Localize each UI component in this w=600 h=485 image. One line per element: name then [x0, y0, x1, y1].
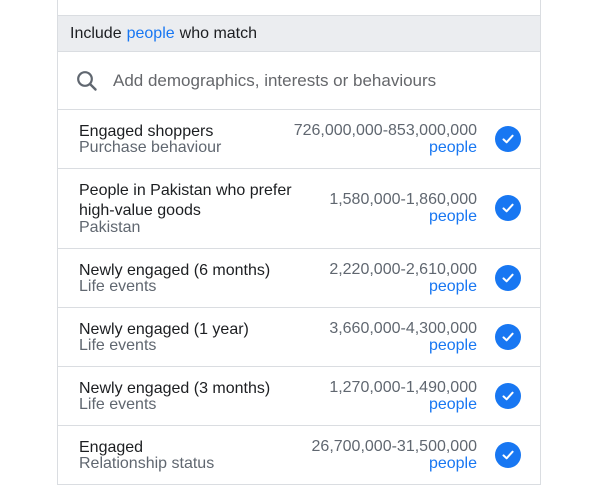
audience-size-range: 2,220,000-2,610,000 [329, 261, 477, 278]
targeting-name: Newly engaged (1 year) [79, 321, 249, 338]
include-people-header [58, 15, 540, 52]
checkmark-circle-icon[interactable] [495, 442, 521, 468]
targeting-row[interactable] [58, 110, 540, 169]
audience-size-range: 3,660,000-4,300,000 [329, 320, 477, 337]
checkmark-circle-icon[interactable] [495, 126, 521, 152]
people-link[interactable]: people [126, 24, 175, 42]
checkmark-circle-icon[interactable] [495, 265, 521, 291]
audience-size-unit: people [428, 208, 477, 225]
targeting-category: Life events [79, 396, 157, 413]
header-prefix: Include [70, 24, 122, 42]
targeting-name: Engaged [79, 439, 144, 456]
checkmark-circle-icon[interactable] [495, 383, 521, 409]
audience-size-unit: people [428, 337, 477, 354]
targeting-category: Life events [79, 337, 157, 354]
targeting-row[interactable] [58, 169, 540, 249]
audience-size-unit: people [428, 278, 477, 295]
audience-size-unit: people [428, 455, 477, 472]
audience-size-unit: people [428, 139, 477, 156]
search-input[interactable] [113, 71, 493, 91]
detailed-targeting-panel [57, 0, 541, 485]
targeting-row[interactable] [58, 249, 540, 308]
targeting-name-line1: People in Pakistan who prefer [79, 182, 292, 199]
targeting-category: Purchase behaviour [79, 139, 222, 156]
header-suffix: who match [179, 24, 258, 42]
targeting-category: Pakistan [79, 219, 141, 236]
targeting-name: Newly engaged (6 months) [79, 262, 271, 279]
checkmark-circle-icon[interactable] [495, 324, 521, 350]
search-bar[interactable] [58, 52, 540, 110]
checkmark-circle-icon[interactable] [495, 195, 521, 221]
audience-size-range: 1,270,000-1,490,000 [329, 379, 477, 396]
targeting-category: Relationship status [79, 455, 215, 472]
targeting-name-line2: high-value goods [79, 202, 201, 219]
targeting-row[interactable] [58, 308, 540, 367]
targeting-name: Newly engaged (3 months) [79, 380, 271, 397]
audience-size-range: 1,580,000-1,860,000 [329, 191, 477, 208]
targeting-category: Life events [79, 278, 157, 295]
targeting-name: Engaged shoppers [79, 123, 214, 140]
audience-size-range: 726,000,000-853,000,000 [293, 122, 477, 139]
audience-size-range: 26,700,000-31,500,000 [311, 438, 477, 455]
targeting-row[interactable] [58, 426, 540, 485]
targeting-row[interactable] [58, 367, 540, 426]
audience-size-unit: people [428, 396, 477, 413]
search-icon [76, 70, 113, 92]
